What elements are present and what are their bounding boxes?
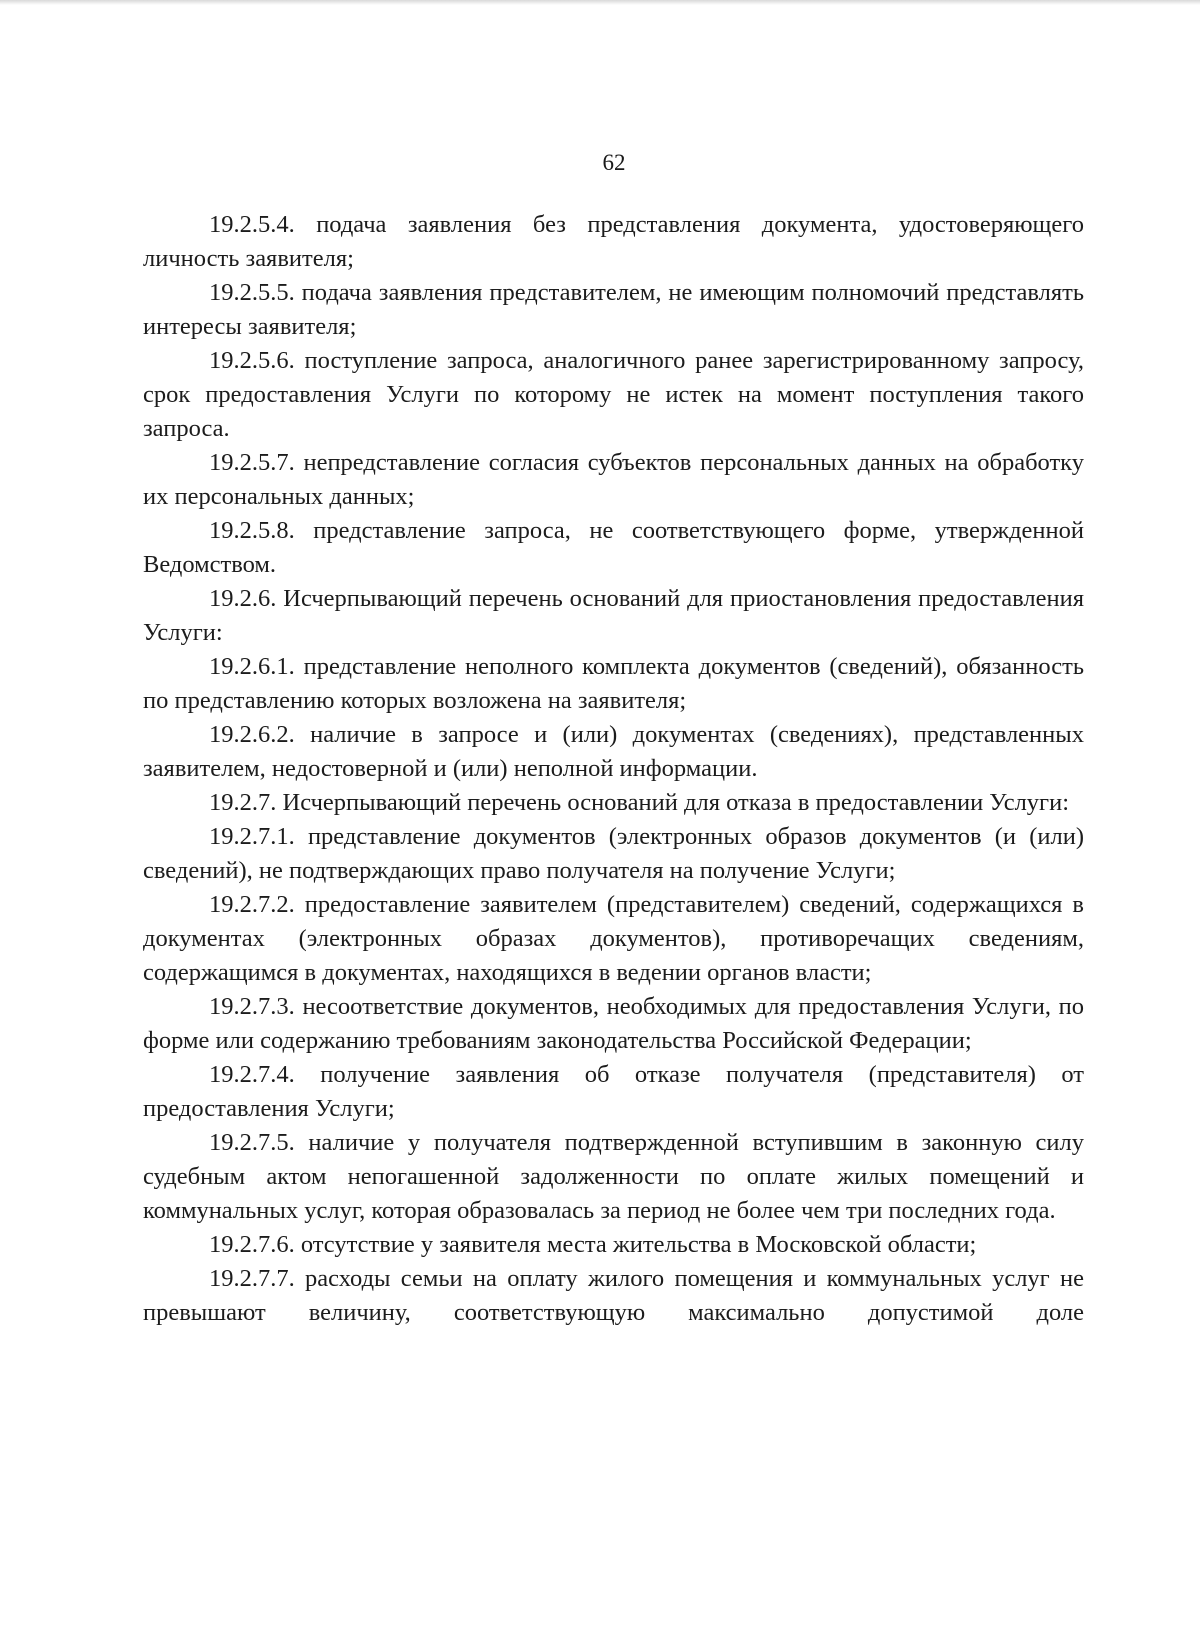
paragraph-19-2-5-5: 19.2.5.5. подача заявления представителем, не имеющим полномочий представлять интересы заявителя; [143, 279, 1084, 340]
document-body [143, 208, 1084, 1330]
paragraph-19-2-6: 19.2.6. Исчерпывающий перечень оснований для приостановления предоставления Услуги: [143, 585, 1084, 646]
paragraph-19-2-5-8: 19.2.5.8. представление запроса, не соответствующего форме, утвержденной Ведомством. [143, 517, 1084, 578]
paragraph-19-2-7-6: 19.2.7.6. отсутствие у заявителя места жительства в Московской области; [209, 1231, 977, 1258]
paragraph-19-2-7-5: 19.2.7.5. наличие у получателя подтвержденной вступившим в законную силу судебным актом непогашенной задолженности по оплате жилых помещений и коммунальных услуг, которая образовалась за период не более чем три последних года. [143, 1129, 1084, 1224]
paragraph-19-2-6-2: 19.2.6.2. наличие в запросе и (или) документах (сведениях), представленных заявителем, недостоверной и (или) неполной информации. [143, 721, 1084, 782]
paragraph-19-2-7: 19.2.7. Исчерпывающий перечень оснований для отказа в предоставлении Услуги: [209, 789, 1070, 816]
paragraph-19-2-7-4: 19.2.7.4. получение заявления об отказе получателя (представителя) от предоставления Услуги; [143, 1061, 1084, 1122]
paragraph-19-2-5-7: 19.2.5.7. непредставление согласия субъектов персональных данных на обработку их персональных данных; [143, 449, 1084, 510]
paragraph-19-2-5-4: 19.2.5.4. подача заявления без представления документа, удостоверяющего личность заявителя; [143, 211, 1084, 272]
scan-edge [0, 0, 1200, 5]
paragraph-19-2-7-1: 19.2.7.1. представление документов (электронных образов документов (и (или) сведений), не подтверждающих право получателя на получение Услуги; [143, 823, 1084, 884]
paragraph-19-2-7-2: 19.2.7.2. предоставление заявителем (представителем) сведений, содержащихся в документах (электронных образах документов), противоречащих сведениям, содержащимся в документах, находящихся в ведении органов власти; [143, 891, 1084, 986]
paragraph-19-2-6-1: 19.2.6.1. представление неполного комплекта документов (сведений), обязанность по представлению которых возложена на заявителя; [143, 653, 1084, 714]
page-number: 62 [602, 150, 626, 175]
paragraph-19-2-7-7: 19.2.7.7. расходы семьи на оплату жилого помещения и коммунальных услуг не превышают величину, соответствующую максимально допустимой доле [143, 1265, 1084, 1326]
paragraph-19-2-7-3: 19.2.7.3. несоответствие документов, необходимых для предоставления Услуги, по форме или содержанию требованиям законодательства Российской Федерации; [143, 993, 1084, 1054]
paragraph-19-2-5-6: 19.2.5.6. поступление запроса, аналогичного ранее зарегистрированному запросу, срок предоставления Услуги по которому не истек на момент поступления такого запроса. [143, 347, 1084, 442]
